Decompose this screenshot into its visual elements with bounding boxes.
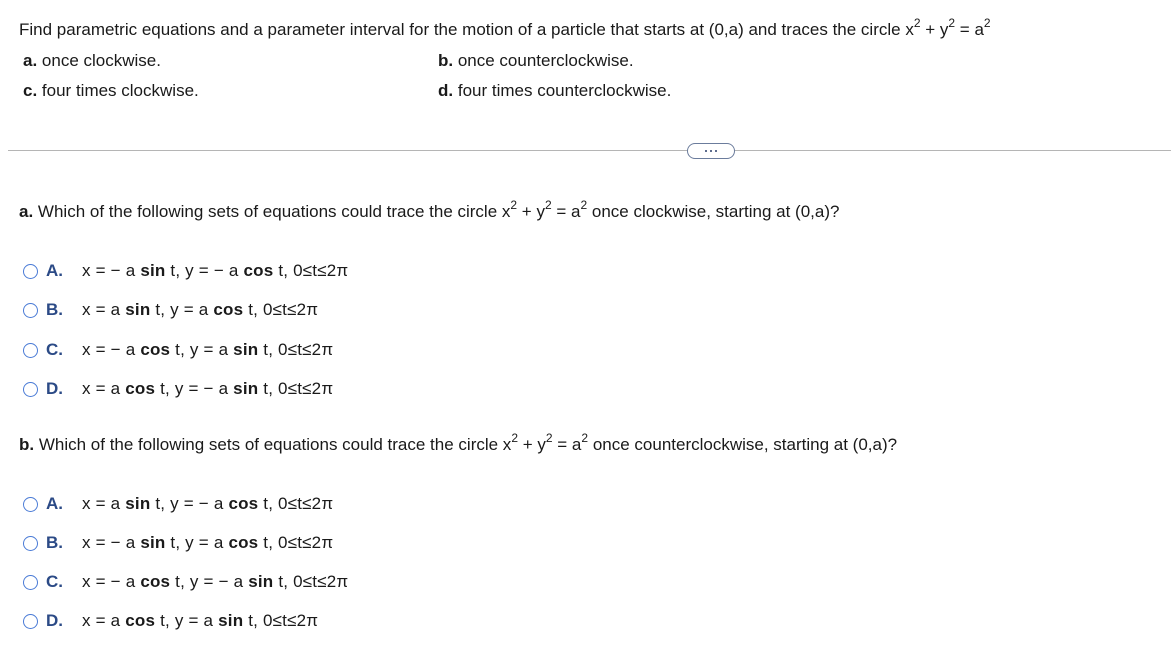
question-a-option-b[interactable]: B. x = a sin t, y = a cos t, 0≤t≤2π	[23, 299, 318, 321]
radio-button[interactable]	[23, 382, 38, 397]
radio-button[interactable]	[23, 343, 38, 358]
radio-button[interactable]	[23, 536, 38, 551]
problem-part-b: b. once counterclockwise.	[438, 51, 634, 70]
question-b-option-d[interactable]: D. x = a cos t, y = a sin t, 0≤t≤2π	[23, 610, 318, 632]
radio-button[interactable]	[23, 497, 38, 512]
problem-statement: Find parametric equations and a parameter interval for the motion of a particle that starts at (0,a) and traces the circle $x^2 + y^2 = a^2$	[19, 16, 991, 39]
question-b-option-c[interactable]: C. x = − a cos t, y = − a sin t, 0≤t≤2π	[23, 571, 348, 593]
question-a-option-d[interactable]: D. x = a cos t, y = − a sin t, 0≤t≤2π	[23, 378, 333, 400]
problem-part-c: c. four times clockwise.	[23, 81, 199, 100]
more-options-button[interactable]	[687, 143, 735, 159]
question-b-option-b[interactable]: B. x = − a sin t, y = a cos t, 0≤t≤2π	[23, 532, 333, 554]
question-a-option-c[interactable]: C. x = − a cos t, y = a sin t, 0≤t≤2π	[23, 339, 333, 361]
question-b: b. Which of the following sets of equations could trace the circle $x^2 + y^2 = a^2$ once counterclockwise, starting at (0,a)?	[19, 431, 898, 454]
radio-button[interactable]	[23, 614, 38, 629]
question-a-option-a[interactable]: A. x = − a sin t, y = − a cos t, 0≤t≤2π	[23, 260, 348, 282]
problem-part-a: a. once clockwise.	[23, 51, 161, 70]
radio-button[interactable]	[23, 264, 38, 279]
radio-button[interactable]	[23, 575, 38, 590]
section-divider	[8, 150, 1171, 151]
ellipsis-icon	[705, 150, 707, 152]
radio-button[interactable]	[23, 303, 38, 318]
question-a: a. Which of the following sets of equations could trace the circle $x^2 + y^2 = a^2$ once clockwise, starting at (0,a)?	[19, 198, 840, 221]
problem-part-d: d. four times counterclockwise.	[438, 81, 672, 100]
question-b-option-a[interactable]: A. x = a sin t, y = − a cos t, 0≤t≤2π	[23, 493, 333, 515]
